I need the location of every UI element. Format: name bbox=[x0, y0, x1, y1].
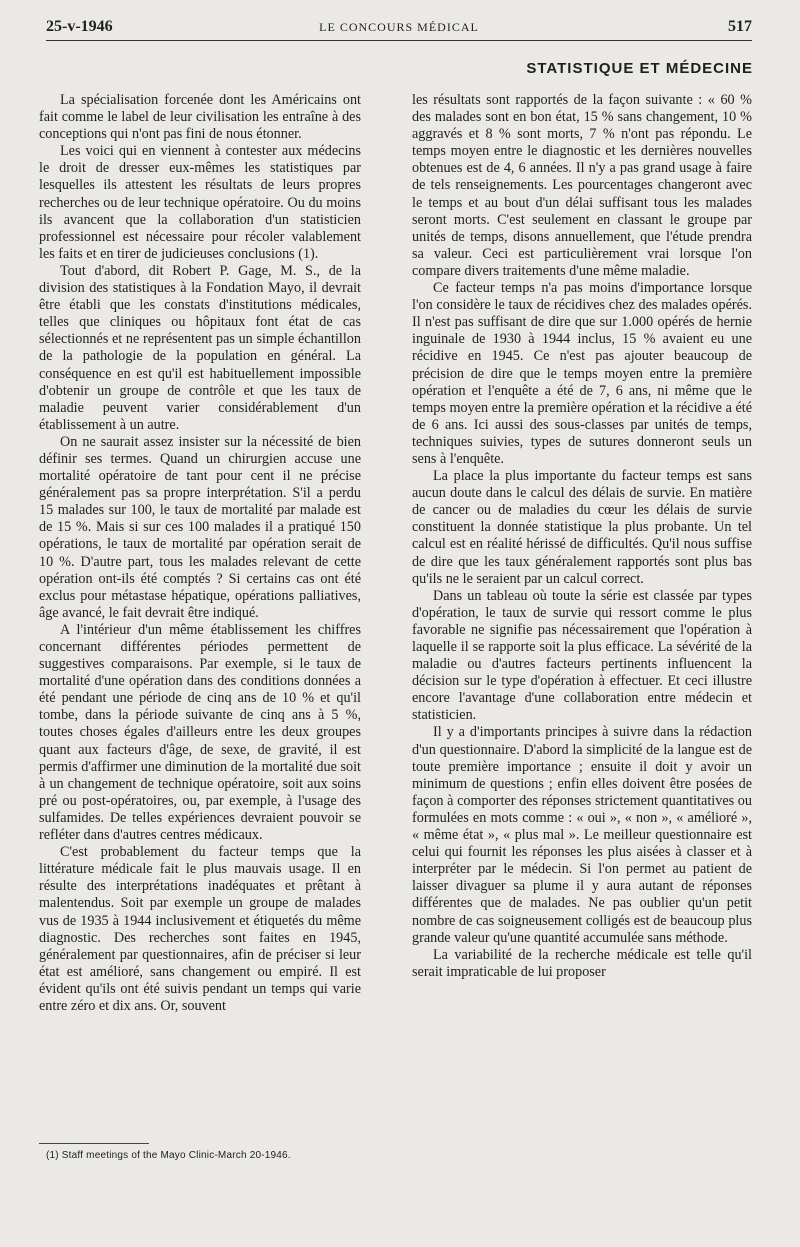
page-number: 517 bbox=[728, 18, 752, 35]
footnote-rule bbox=[39, 1143, 149, 1144]
issue-date: 25-v-1946 bbox=[46, 18, 113, 35]
left-column bbox=[39, 92, 361, 1015]
paragraph: La spécialisation forcenée dont les Américains ont fait comme le label de leur civilisation les entraîne à des conceptions qui n'ont pas fini de nous étonner. bbox=[39, 92, 361, 143]
footnote: (1) Staff meetings of the Mayo Clinic-March 20-1946. bbox=[46, 1150, 291, 1161]
paragraph: Ce facteur temps n'a pas moins d'importance lorsque l'on considère le taux de récidives chez des malades opérés. Il n'est pas suffisant de dire que sur 1.000 opérés de hernie inguinale de 1930 à 1944 inclus, 15 % avaient eu une récidive en 1945. Ce n'est pas ajouter beaucoup de précision de dire que le temps moyen entre la première opération et l'enquête a été de 7, 6 ans, ni même que le temps moyen entre la première opération et la récidive a été de 6 ans. Ici aussi des sous-classes par unités de temps, techniques suivies, types de sutures donneront seuls un sens à l'enquête. bbox=[412, 280, 752, 467]
paragraph: Les voici qui en viennent à contester aux médecins le droit de dresser eux-mêmes les statistiques par lesquelles ils attestent les résultats de leurs propres recherches ou de leur technique opératoire. Ou du moins ils avancent que la collaboration d'un statisticien professionnel est nécessaire pour récoler valablement les faits et en tirer de judicieuses conclusions (1). bbox=[39, 143, 361, 262]
paragraph: La place la plus importante du facteur temps est sans aucun doute dans le calcul des délais de survie. En matière de cancer ou de maladies du cœur les délais de survie constituent la donnée statistique la plus probante. Un tel calcul est en réalité hérissé de difficultés. Qu'il nous suffise de dire que les taux généralement rapportés sont plus bas qu'ils ne le seraient par un calcul correct. bbox=[412, 468, 752, 587]
paragraph: les résultats sont rapportés de la façon suivante : « 60 % des malades sont en bon état, 15 % sans changement, 10 % aggravés et 8 % sont morts, 7 % n'ont pas répondu. Le temps moyen entre le diagnostic et les dernières nouvelles obtenues est de 4, 6 années. Il n'y a pas grand usage à faire de tels renseignements. Les pourcentages changeront avec le temps et au bout d'un délai suffisant tous les malades seront morts. C'est seulement en classant le groupe par unités de temps, disons annuellement, que l'étude prendra sa valeur. Ceci est particulièrement vrai lorsque l'on compare divers traitements d'une même maladie. bbox=[412, 92, 752, 279]
paragraph: Il y a d'importants principes à suivre dans la rédaction d'un questionnaire. D'abord la simplicité de la langue est de toute première importance ; ensuite il doit y avoir un minimum de questions ; enfin elles doivent être posées de façon à comporter des réponses strictement quantitatives ou formulées en mots comme : « oui », « non », « amélioré », « même état », « plus mal ». Le meilleur questionnaire est celui qui fournit les réponses les plus aisées à classer et à interpréter par le médecin. Si l'on permet au patient de laisser divaguer sa plume il y aura autant de réponses différentes que de malades. Ne pas oublier qu'un petit nombre de cas soigneusement colligés est de beaucoup plus grande valeur qu'une quantité accumulée sans méthode. bbox=[412, 724, 752, 946]
right-column bbox=[412, 92, 752, 981]
paragraph: Tout d'abord, dit Robert P. Gage, M. S., de la division des statistiques à la Fondation Mayo, il devrait être établi que les constats d'institutions médicales, telles que cliniques ou hôpitaux font état de cas sélectionnés et ne représentent pas un simple échantillon de la pathologie de la population en général. La conséquence en est qu'il est habituellement impossible d'obtenir un groupe de contrôle et que les taux de maladie peuvent varier considérablement d'un établissement à un autre. bbox=[39, 262, 361, 433]
paragraph: Dans un tableau où toute la série est classée par types d'opération, le taux de survie qui ressort comme le plus favorable ne signifie pas nécessairement que l'opération à laquelle il se rapporte soit la plus efficace. La sévérité de la maladie ou d'autres facteurs pertinents influencent la décision sur le type d'opération à effectuer. Et ceci illustre encore l'avantage d'une collaboration entre médecin et statisticien. bbox=[412, 587, 752, 724]
paragraph: On ne saurait assez insister sur la nécessité de bien définir ses termes. Quand un chirurgien accuse une mortalité opératoire de tant pour cent il ne précise généralement pas sa propre interprétation. S'il a perdu 15 malades sur 100, le taux de mortalité par malade est de 15 %. Mais si sur ces 100 malades il a pratiqué 150 opérations, le taux de mortalité par opération serait de 10 %. D'autre part, tous les malades relevant de cette opération ont-ils été comptés ? Si certains cas ont été exclus pour métastase hépatique, opérations palliatives, âge avancé, le fait devrait être indiqué. bbox=[39, 433, 361, 621]
paragraph: La variabilité de la recherche médicale est telle qu'il serait impraticable de lui proposer bbox=[412, 946, 752, 980]
paragraph: A l'intérieur d'un même établissement les chiffres concernant différentes périodes permettent de suggestives comparaisons. Par exemple, si le taux de mortalité d'une opération dans des conditions données a été pendant une période de cinq ans de 10 % et qu'il tombe, dans la période suivante de cinq ans à 5 %, toutes choses égales d'ailleurs entre les deux groupes quant aux facteurs d'âge, de sexe, de gravité, il est permis d'affirmer une diminution de la mortalité due soit à un changement de technique opératoire, soit aux soins pré ou post-opératoires, ou, par exemple, à l'usage des sulfamides. De telles expériences devraient pouvoir se refléter dans d'autres centres médicaux. bbox=[39, 621, 361, 844]
paragraph: C'est probablement du facteur temps que la littérature médicale fait le plus mauvais usage. Il en résulte des interprétations inadéquates et prêtant à malentendus. Soit par exemple un groupe de malades vus de 1935 à 1944 inclusivement et étiquetés du même diagnostic. Des recherches sont faites en 1945, généralement par questionnaires, afin de préciser si leur état est amélioré, sans changement ou empiré. Il est évident qu'ils ont été suivis pendant un temps qui varie entre zéro et dix ans. Or, souvent bbox=[39, 844, 361, 1014]
page-header bbox=[46, 14, 752, 41]
section-title: STATISTIQUE ET MÉDECINE bbox=[526, 60, 753, 77]
journal-name: LE CONCOURS MÉDICAL bbox=[319, 20, 479, 34]
